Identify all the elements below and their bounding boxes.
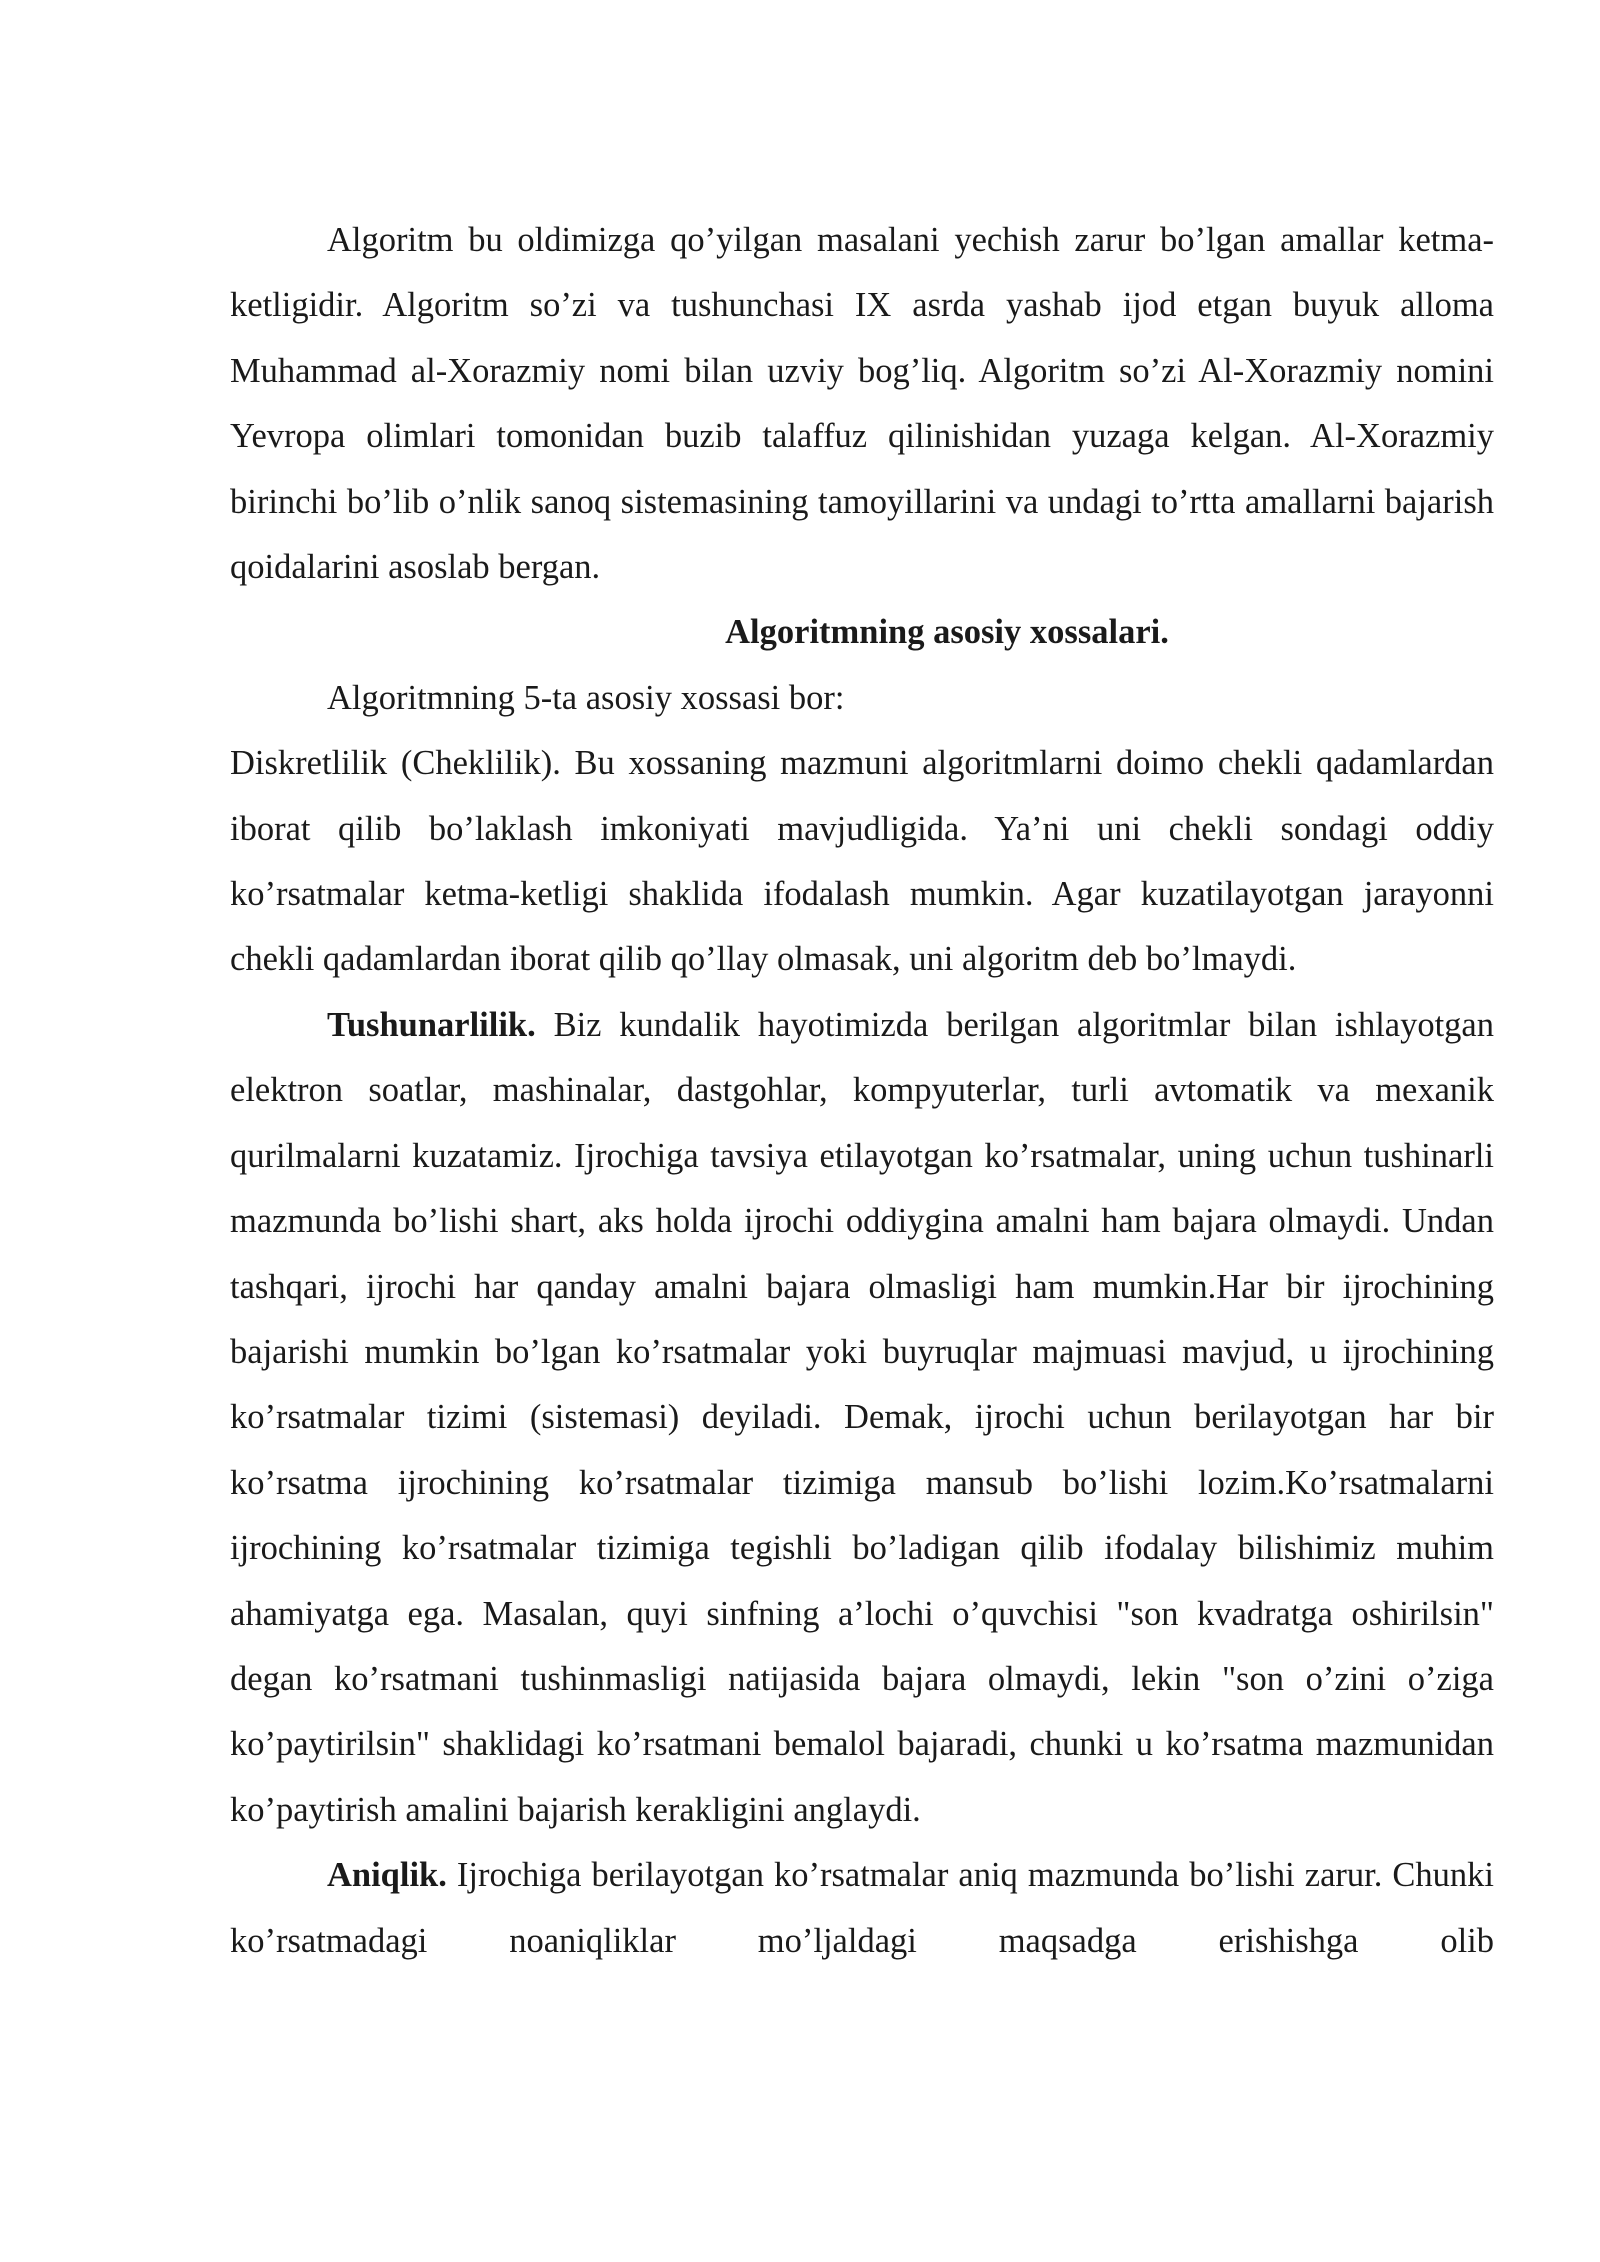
clarity-paragraph xyxy=(230,993,1494,1843)
document-page xyxy=(230,208,1494,1974)
lead-paragraph: Algoritmning 5-ta asosiy xossasi bor: xyxy=(327,678,845,717)
clarity-term: Tushunarlilik. xyxy=(327,1005,536,1044)
clarity-text: Biz kundalik hayotimizda berilgan algoritmlar bilan ishlayotgan elektron soatlar, mashinalar, dastgohlar, kompyuterlar, turli avtomatik va mexanik qurilmalarni kuzatamiz. Ijrochiga tavsiya etilayotgan ko’rsatmalar, uning uchun tushinarli mazmunda bo’lishi shart, aks holda ijrochi oddiygina amalni ham bajara olmaydi. Undan tashqari, ijrochi har qanday amalni bajara olmasligi ham mumkin.Har bir ijrochining bajarishi mumkin bo’lgan ko’rsatmalar yoki buyruqlar majmuasi mavjud, u ijrochining ko’rsatmalar tizimi (sistemasi) deyiladi. Demak, ijrochi uchun berilayotgan har bir ko’rsatma ijrochining ko’rsatmalar tizimiga mansub bo’lishi lozim.Ko’rsatmalarni ijrochining ko’rsatmalar tizimiga tegishli bo’ladigan qilib ifodalay bilishimiz muhim ahamiyatga ega. Masalan, quyi sinfning a’lochi o’quvchisi "son kvadratga oshirilsin" degan ko’rsatmani tushinmasligi natijasida bajara olmaydi, lekin "son o’zini o’ziga ko’paytirilsin" shaklidagi ko’rsatmani bemalol bajaradi, chunki u ko’rsatma mazmunidan ko’paytirish amalini bajarish kerakligini anglaydi. xyxy=(230,1005,1494,1829)
discreteness-paragraph: Diskretlilik (Cheklilik). Bu xossaning mazmuni algoritmlarni doimo chekli qadamlardan iborat qilib bo’laklash imkoniyati mavjudligida. Ya’ni uni chekli sondagi oddiy ko’rsatmalar ketma-ketligi shaklida ifodalash mumkin. Agar kuzatilayotgan jarayonni chekli qadamlardan iborat qilib qo’llay olmasak, uni algoritm deb bo’lmaydi. xyxy=(230,744,1494,979)
accuracy-text: Ijrochiga berilayotgan ko’rsatmalar aniq mazmunda bo’lishi zarur. Chunki ko’rsatmadagi noaniqliklar mo’ljaldagi maqsadga erishishga olib xyxy=(230,1856,1494,1960)
accuracy-paragraph xyxy=(230,1843,1494,1974)
intro-paragraph: Algoritm bu oldimizga qo’yilgan masalani yechish zarur bo’lgan amallar ketma-ketligidir. Algoritm so’zi va tushunchasi IX asrda yashab ijod etgan buyuk alloma Muhammad al-Xorazmiy nomi bilan uzviy bog’liq. Algoritm so’zi Al-Xorazmiy nomini Yevropa olimlari tomonidan buzib talaffuz qilinishidan yuzaga kelgan. Al-Xorazmiy birinchi bo’lib o’nlik sanoq sistemasining tamoyillarini va undagi to’rtta amallarni bajarish qoidalarini asoslab bergan. xyxy=(230,221,1494,587)
section-heading: Algoritmning asosiy xossalari. xyxy=(725,613,1169,652)
accuracy-term: Aniqlik. xyxy=(327,1856,447,1895)
